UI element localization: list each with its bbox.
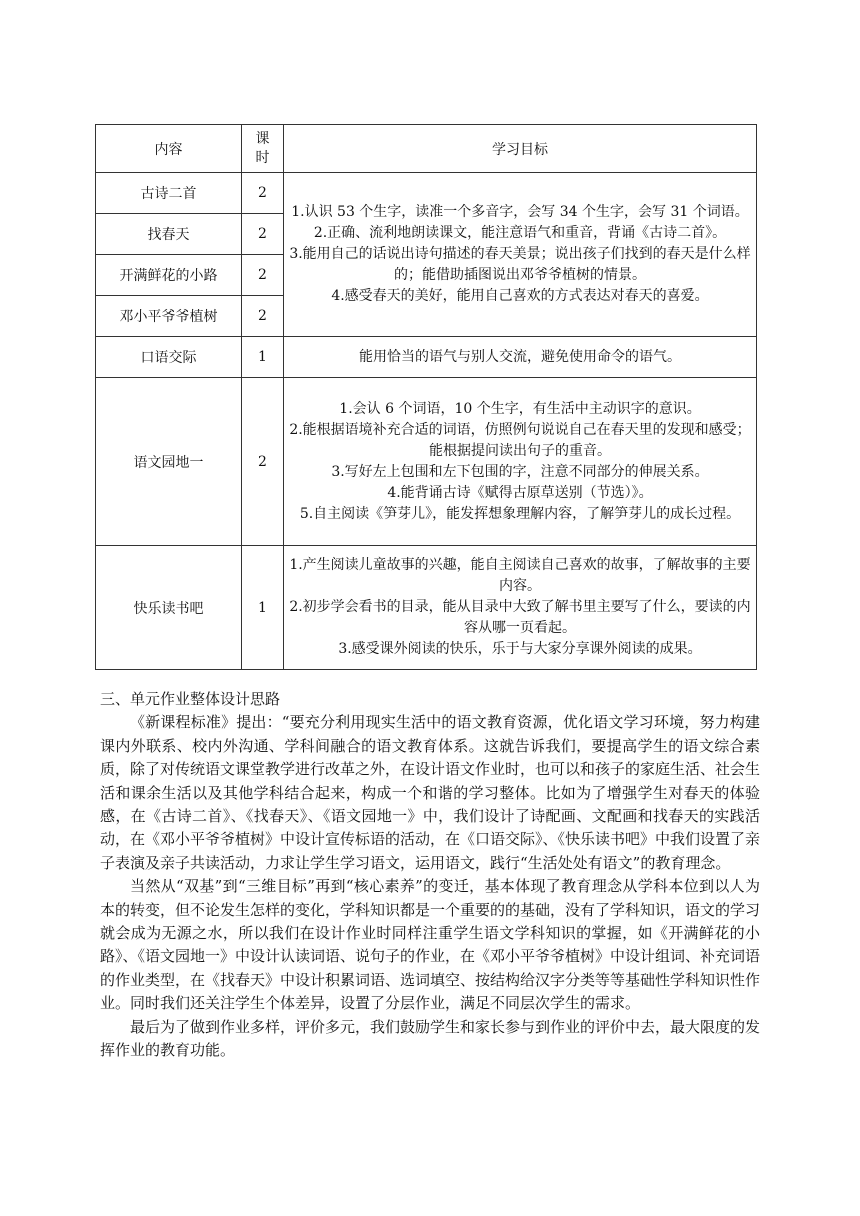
row-hours: 2: [242, 378, 284, 546]
header-hours-line2: 时: [255, 149, 270, 166]
table-row: [96, 378, 757, 546]
goal-cell-group1: [284, 173, 757, 337]
goal-item: 2.能根据语境补充合适的词语，仿照例句说说自己在春天里的发现和感受；能根据提问读出句子的重音。: [289, 421, 751, 459]
header-goal: 学习目标: [284, 125, 757, 173]
row-hours: 2: [242, 296, 284, 337]
row-content: 开满鲜花的小路: [96, 255, 242, 296]
goal-item: 4.能背诵古诗《赋得古原草送别（节选）》。: [387, 484, 653, 501]
row-hours: 2: [242, 173, 284, 214]
header-hours: [242, 125, 284, 173]
goal-item: 2.正确、流利地朗读课文，能注意语气和重音，背诵《古诗二首》。: [313, 225, 727, 241]
section-paragraph: 《新课程标准》提出：“要充分利用现实生活中的语文教育资源，优化语文学习环境，努力构建课内外联系、校内外沟通、学科间融合的语文教育体系。这就告诉我们，要提高学生的语文综合素质，除了对传统语文课堂教学进行改革之外，在设计语文作业时，也可以和孩子的家庭生活、社会生活和课余生活以及其他学科结合起来，构成一个和谐的学习整体。比如为了增强学生对春天的体验感，在《古诗二首》、《找春天》、《语文园地一》中，我们设计了诗配画、文配画和找春天的实践活动，在《邓小平爷爷植树》中设计宣传标语的活动，在《口语交际》、《快乐读书吧》中我们设置了亲子表演及亲子共读活动，力求让学生学习语文，运用语文，践行“生活处处有语文”的教育理念。: [100, 713, 761, 872]
row-content: 邓小平爷爷植树: [96, 296, 242, 337]
goal-item: 1.认识 53 个生字，读准一个多音字，会写 34 个生字，会写 31 个词语。: [291, 204, 749, 220]
goal-cell-oral: 能用恰当的语气与别人交流，避免使用命令的语气。: [284, 337, 757, 378]
learning-goals-table: [95, 124, 757, 670]
row-content: 口语交际: [96, 337, 242, 378]
goal-item: 5.自主阅读《笋芽儿》，能发挥想象理解内容，了解笋芽儿的成长过程。: [299, 505, 741, 522]
row-hours: 2: [242, 255, 284, 296]
table-header-row: [96, 125, 757, 173]
header-hours-line1: 课: [255, 130, 270, 147]
row-content: 快乐读书吧: [96, 546, 242, 670]
goal-item: 4.感受春天的美好，能用自己喜欢的方式表达对春天的喜爱。: [331, 288, 709, 304]
section-heading: 三、单元作业整体设计思路: [100, 690, 281, 708]
section-paragraph: 当然从“双基”到“三维目标”再到“核心素养”的变迁，基本体现了教育理念从学科本位到以人为本的转变，但不论发生怎样的变化，学科知识都是一个重要的的基础，没有了学科知识，语文的学习就会成为无源之水，所以我们在设计作业时同样注重学生语文学科知识的掌握，如《开满鲜花的小路》、《语文园地一》中设计认读词语、说句子的作业，在《邓小平爷爷植树》中设计组词、补充词语的作业类型，在《找春天》中设计积累词语、选词填空、按结构给汉字分类等等基础性学科知识性作业。同时我们还关注学生个体差异，设置了分层作业，满足不同层次学生的需求。: [100, 877, 761, 1013]
goal-item: 3.感受课外阅读的快乐，乐于与大家分享课外阅读的成果。: [338, 641, 702, 657]
table-row: [96, 173, 757, 214]
row-content: 找春天: [96, 214, 242, 255]
row-hours: 1: [242, 337, 284, 378]
row-content: 古诗二首: [96, 173, 242, 214]
goal-item: 3.能用自己的话说出诗句描述的春天美景；说出孩子们找到的春天是什么样的；能借助插图说出邓爷爷植树的情景。: [289, 246, 751, 283]
goal-item: 1.会认 6 个词语，10 个生字，有生活中主动识字的意识。: [339, 400, 701, 417]
header-content: 内容: [96, 125, 242, 173]
section-paragraph: 最后为了做到作业多样，评价多元，我们鼓励学生和家长参与到作业的评价中去，最大限度的发挥作业的教育功能。: [100, 1017, 761, 1060]
table-row: [96, 337, 757, 378]
row-hours: 1: [242, 546, 284, 670]
goal-item: 2.初步学会看书的目录，能从目录中大致了解书里主要写了什么，要读的内容从哪一页看起。: [289, 599, 751, 636]
row-content: 语文园地一: [96, 378, 242, 546]
row-hours: 2: [242, 214, 284, 255]
goal-item: 3.写好左上包围和左下包围的字，注意不同部分的伸展关系。: [331, 463, 709, 480]
goal-item: 1.产生阅读儿童故事的兴趣，能自主阅读自己喜欢的故事，了解故事的主要内容。: [289, 557, 751, 594]
design-ideas-section: [100, 688, 760, 1063]
goal-cell-reading: [284, 546, 757, 670]
table-row: [96, 546, 757, 670]
goal-cell-yuandi: [284, 378, 757, 546]
